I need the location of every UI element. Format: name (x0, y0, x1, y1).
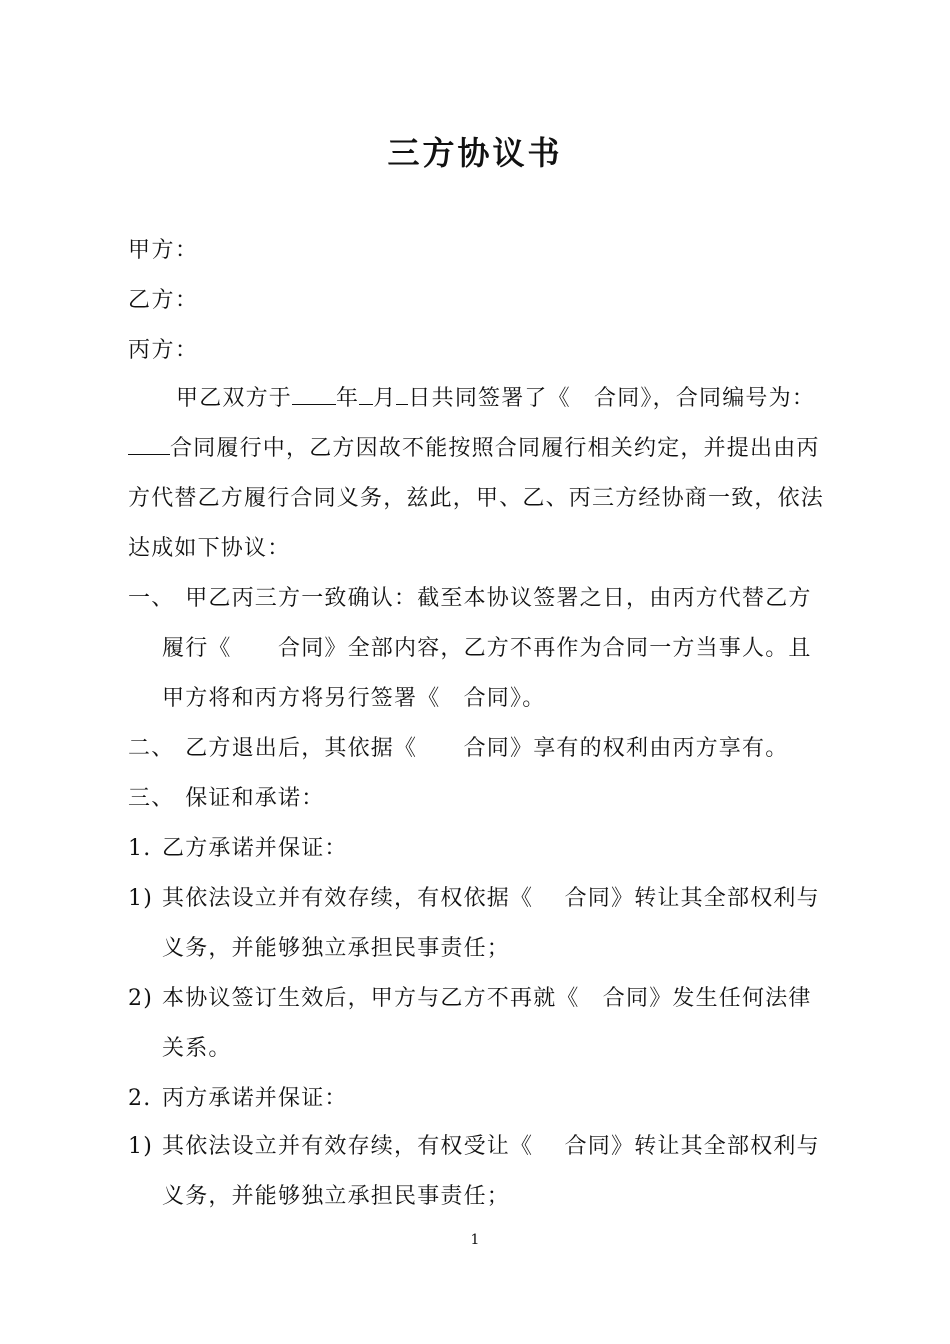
sub-clause-1 (128, 824, 828, 874)
party-a-label: 甲方： (128, 238, 199, 263)
intro-part2: 年 (336, 386, 360, 411)
party-b-label: 乙方： (128, 288, 199, 313)
list-item-number: 1) (128, 886, 153, 911)
clause-number: 三、 (128, 786, 175, 811)
intro-part1: 甲乙双方于 (176, 386, 293, 411)
document-title: 三方协议书 (387, 134, 563, 172)
day-blank (396, 382, 408, 405)
contract-number-blank (128, 432, 170, 455)
sub-clause-number: 1. (128, 836, 152, 861)
clause-number: 一、 (128, 586, 175, 611)
intro-rest: 合同履行中，乙方因故不能按照合同履行相关约定，并提出由丙方代替乙方履行合同义务，兹此，甲、乙、丙三方经协商一致，依法达成如下协议： (128, 436, 825, 561)
clause-text: 保证和承诺： (162, 786, 325, 811)
sub-clause-2-item-1 (128, 1122, 828, 1222)
sub-clause-text: 丙方承诺并保证： (162, 1086, 348, 1111)
clause-text: 甲乙丙三方一致确认：截至本协议签署之日，由丙方代替乙方履行《 合同》全部内容，乙方不再作为合同一方当事人。且甲方将和丙方将另行签署《 合同》。 (162, 586, 812, 711)
list-item-text: 其依法设立并有效存续，有权受让《 合同》转让其全部权利与义务，并能够独立承担民事责任； (162, 1134, 820, 1209)
page-number: 1 (470, 1232, 480, 1248)
intro-part3: 月 (373, 386, 397, 411)
party-c-label: 丙方： (128, 338, 199, 363)
year-blank (292, 382, 336, 405)
clause-2 (128, 724, 828, 774)
sub-clause-2 (128, 1074, 828, 1124)
sub-clause-number: 2. (128, 1086, 152, 1111)
sub-clause-1-item-2 (128, 974, 828, 1074)
month-blank (359, 382, 373, 405)
clause-number: 二、 (128, 736, 175, 761)
intro-part4: 日共同签署了《 合同》，合同编号为： (408, 386, 816, 411)
intro-paragraph (128, 374, 828, 574)
list-item-number: 1) (128, 1134, 153, 1159)
sub-clause-1-item-1 (128, 874, 828, 974)
sub-clause-text: 乙方承诺并保证： (162, 836, 348, 861)
list-item-text: 本协议签订生效后，甲方与乙方不再就《 合同》发生任何法律关系。 (162, 986, 812, 1061)
list-item-number: 2) (128, 986, 153, 1011)
clause-text: 乙方退出后，其依据《 合同》享有的权利由丙方享有。 (162, 736, 789, 761)
clause-1 (128, 574, 828, 724)
clause-3 (128, 774, 828, 824)
list-item-text: 其依法设立并有效存续，有权依据《 合同》转让其全部权利与义务，并能够独立承担民事责任； (162, 886, 820, 961)
